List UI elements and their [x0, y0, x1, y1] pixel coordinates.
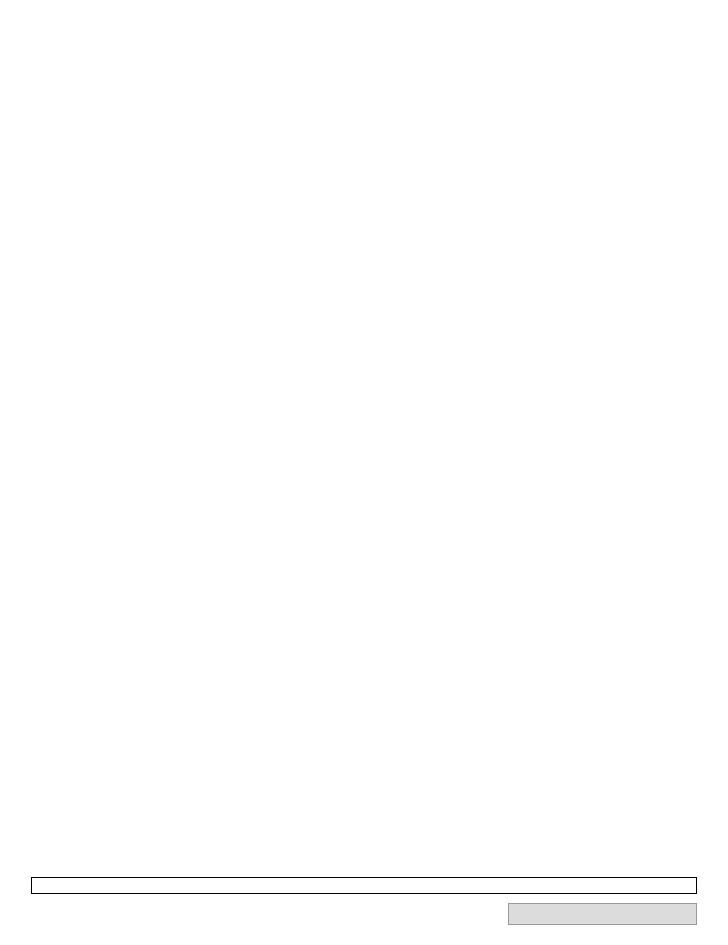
completion-instruction [31, 877, 697, 894]
clear-form-button[interactable] [508, 903, 697, 925]
barcode [299, 33, 433, 65]
worksheet-grid [24, 147, 695, 186]
column-header-row [24, 147, 695, 186]
